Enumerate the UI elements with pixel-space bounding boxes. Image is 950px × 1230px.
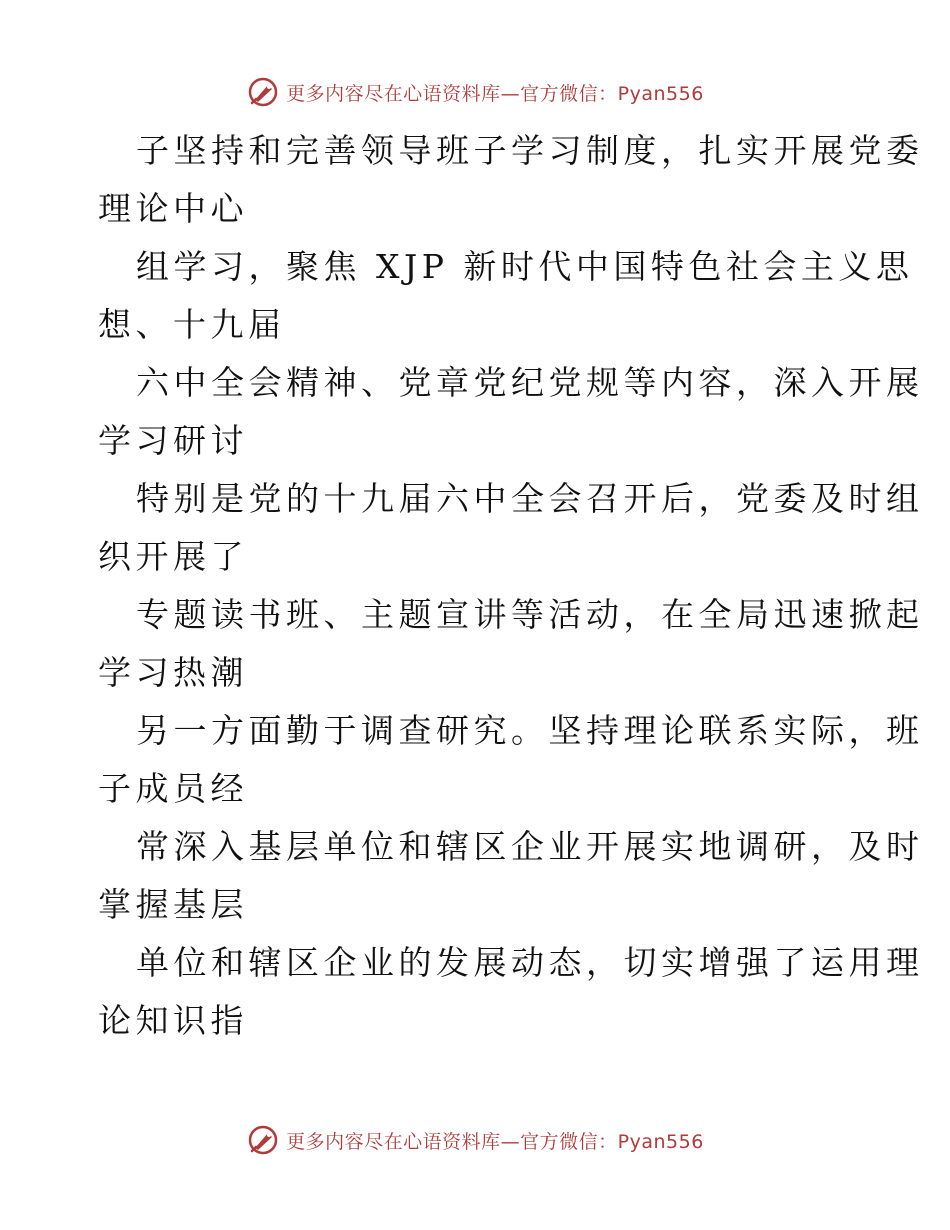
paragraph-continuation-line: 论知识指 [98,1001,248,1040]
footer-watermark-text: 更多内容尽在心语资料库—官方微信：Pyan556 [286,1130,704,1153]
paragraph-continuation-line: 掌握基层 [98,885,248,924]
paragraph-line: 子坚持和完善领导班子学习制度，扎实开展党委 [136,131,924,170]
paragraph-continuation-line: 理论中心 [98,189,248,228]
paragraph-line: 常深入基层单位和辖区企业开展实地调研，及时 [136,827,924,866]
document-body [98,122,924,1050]
paragraph-continuation-line: 学习热潮 [98,653,248,692]
footer-watermark-banner [0,1120,950,1160]
paragraph-line: 单位和辖区企业的发展动态，切实增强了运用理 [136,943,924,982]
paragraph-line: 特别是党的十九届六中全会召开后，党委及时组 [136,479,924,518]
paragraph-continuation-line: 织开展了 [98,537,248,576]
paragraph-continuation-line: 子成员经 [98,769,248,808]
paragraph-line: 六中全会精神、党章党纪党规等内容，深入开展 [136,363,924,402]
paragraph-line: 另一方面勤于调查研究。坚持理论联系实际，班 [136,711,924,750]
paragraph-line: 组学习，聚焦 XJP 新时代中国特色社会主义思 [136,247,914,286]
pen-nib-logo-icon [246,1123,280,1157]
pen-nib-logo-icon [246,75,280,109]
header-watermark-text: 更多内容尽在心语资料库—官方微信：Pyan556 [286,82,704,105]
paragraph-line: 专题读书班、主题宣讲等活动，在全局迅速掀起 [136,595,924,634]
paragraph-continuation-line: 想、十九届 [98,305,286,344]
header-watermark-banner [0,72,950,112]
paragraph-continuation-line: 学习研讨 [98,421,248,460]
